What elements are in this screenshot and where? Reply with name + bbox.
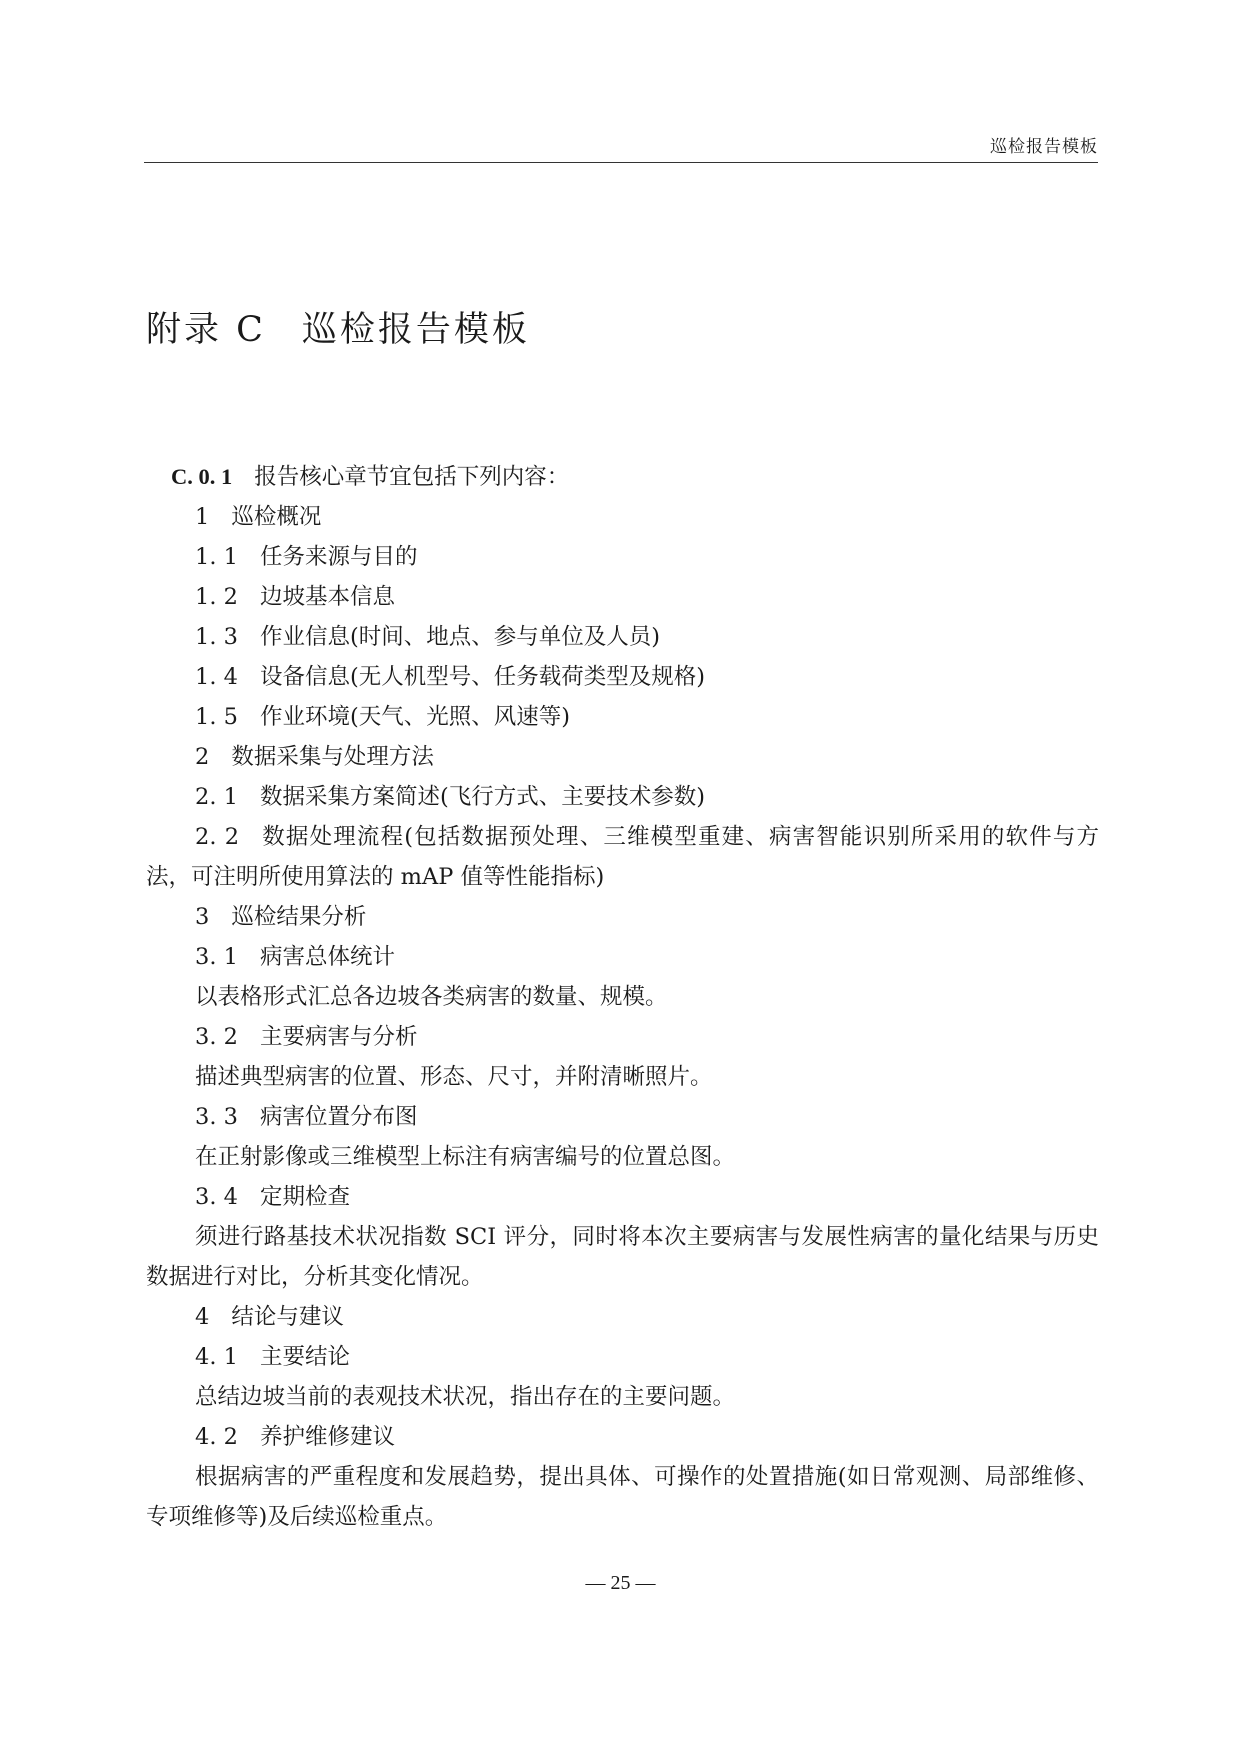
item-text: 须进行路基技术状况指数 SCI 评分，同时将本次主要病害与发展性病害的量化结果与历史数据进行对比，分析其变化情况。 (146, 1224, 1099, 1290)
clause-number: C. 0. 1 (171, 464, 233, 489)
list-item (146, 497, 1099, 537)
item-text: 设备信息(无人机型号、任务载荷类型及规格) (259, 664, 705, 690)
item-text: 养护维修建议 (259, 1424, 395, 1450)
item-text: 病害总体统计 (259, 944, 395, 970)
appendix-title (146, 302, 530, 352)
list-item-body (146, 977, 1099, 1017)
item-text: 在正射影像或三维模型上标注有病害编号的位置总图。 (195, 1144, 736, 1170)
list-item (146, 697, 1099, 737)
list-item-body (146, 1057, 1099, 1097)
item-number: 2. 2 (195, 824, 240, 850)
list-item (146, 817, 1099, 897)
appendix-title-text: 巡检报告模板 (301, 310, 530, 350)
list-item (146, 617, 1099, 657)
item-text: 描述典型病害的位置、形态、尺寸，并附清晰照片。 (195, 1064, 713, 1090)
item-text: 结论与建议 (231, 1304, 344, 1330)
list-item (146, 1177, 1099, 1217)
item-number: 3. 2 (195, 1024, 238, 1050)
item-number: 2. 1 (195, 784, 238, 810)
list-item (146, 937, 1099, 977)
list-item-body (146, 1377, 1099, 1417)
item-text: 主要结论 (259, 1344, 350, 1370)
item-number: 1. 4 (195, 664, 238, 690)
list-item (146, 777, 1099, 817)
item-text: 定期检查 (259, 1184, 350, 1210)
item-number: 3. 1 (195, 944, 238, 970)
item-text: 数据处理流程(包括数据预处理、三维模型重建、病害智能识别所采用的软件与方法，可注明所使用算法的 mAP 值等性能指标) (146, 824, 1099, 890)
list-item-body (146, 1457, 1099, 1537)
item-number: 1. 5 (195, 704, 238, 730)
clause-content (146, 457, 1099, 1537)
clause-intro: 报告核心章节宜包括下列内容： (254, 464, 570, 490)
item-text: 任务来源与目的 (259, 544, 418, 570)
item-text: 边坡基本信息 (259, 584, 395, 610)
list-item (146, 897, 1099, 937)
item-number: 3 (195, 904, 210, 930)
item-text: 作业信息(时间、地点、参与单位及人员) (259, 624, 660, 650)
item-text: 病害位置分布图 (259, 1104, 418, 1130)
item-number: 1 (195, 504, 210, 530)
list-item (146, 657, 1099, 697)
list-item (146, 577, 1099, 617)
item-number: 1. 1 (195, 544, 238, 570)
item-number: 3. 4 (195, 1184, 238, 1210)
item-number: 4. 1 (195, 1344, 238, 1370)
item-text: 根据病害的严重程度和发展趋势，提出具体、可操作的处置措施(如日常观测、局部维修、专项维修等)及后续巡检重点。 (146, 1464, 1099, 1530)
item-number: 2 (195, 744, 210, 770)
list-item (146, 1337, 1099, 1377)
item-text: 巡检概况 (231, 504, 322, 530)
page-number: — 25 — (585, 1572, 656, 1594)
item-text: 巡检结果分析 (231, 904, 367, 930)
list-item-body (146, 1217, 1099, 1297)
list-item (146, 1097, 1099, 1137)
running-header-title: 巡检报告模板 (990, 137, 1098, 157)
item-text: 数据采集方案简述(飞行方式、主要技术参数) (259, 784, 705, 810)
appendix-label: 附录 C (146, 310, 266, 350)
item-number: 4. 2 (195, 1424, 238, 1450)
item-text: 总结边坡当前的表观技术状况，指出存在的主要问题。 (195, 1384, 736, 1410)
item-text: 主要病害与分析 (259, 1024, 418, 1050)
list-item (146, 1417, 1099, 1457)
item-text: 数据采集与处理方法 (231, 744, 434, 770)
item-text: 作业环境(天气、光照、风速等) (259, 704, 570, 730)
list-item (146, 737, 1099, 777)
item-number: 1. 2 (195, 584, 238, 610)
item-number: 4 (195, 1304, 210, 1330)
list-item (146, 537, 1099, 577)
item-text: 以表格形式汇总各边坡各类病害的数量、规模。 (195, 984, 668, 1010)
running-header (144, 128, 1098, 163)
list-item (146, 1017, 1099, 1057)
list-item (146, 1297, 1099, 1337)
list-item-body (146, 1137, 1099, 1177)
clause-lead (146, 457, 1099, 497)
item-number: 3. 3 (195, 1104, 238, 1130)
item-number: 1. 3 (195, 624, 238, 650)
